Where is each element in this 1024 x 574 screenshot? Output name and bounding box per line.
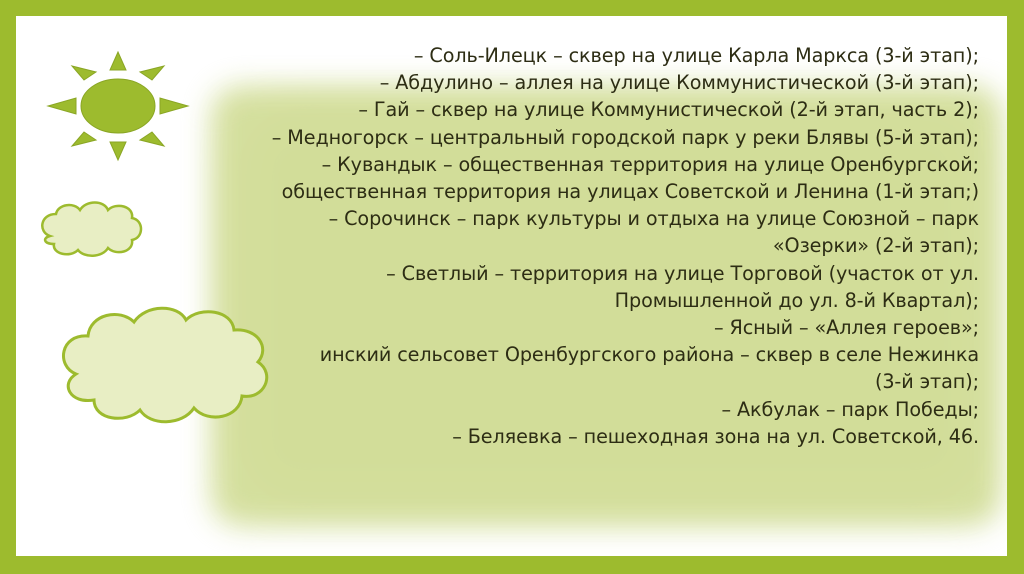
- list-line: инский сельсовет Оренбургского района – сквер в селе Нежинка: [319, 343, 979, 367]
- list-line: Промышленной до ул. 8-й Квартал);: [614, 288, 979, 312]
- list-line: – Соль-Илецк – сквер на улице Карла Маркса (3-й этап);: [413, 44, 979, 67]
- list-line: – Абдулино – аллея на улице Коммунистической (3-й этап);: [379, 71, 979, 95]
- slide: [16, 16, 1007, 556]
- list-line: – Кувандык – общественная территория на улице Оренбургской;: [321, 152, 979, 176]
- list-line: – Акбулак – парк Победы;: [721, 397, 979, 421]
- locations-list: [79, 42, 979, 450]
- list-line: – Медногорск – центральный городской парк у реки Блявы (5-й этап);: [271, 125, 979, 149]
- list-line: «Озерки» (2-й этап);: [772, 234, 979, 258]
- list-line: (3-й этап);: [874, 370, 979, 394]
- list-line: – Беляевка – пешеходная зона на ул. Советской, 46.: [452, 424, 979, 448]
- list-line: общественная территория на улицах Советской и Ленина (1-й этап;): [281, 180, 979, 204]
- list-line: – Ясный – «Аллея героев»;: [714, 316, 979, 340]
- list-line: – Светлый – территория на улице Торговой (участок от ул.: [386, 261, 979, 285]
- list-line: – Сорочинск – парк культуры и отдыха на улице Союзной – парк: [328, 207, 979, 231]
- list-line: – Гай – сквер на улице Коммунистической (2-й этап, часть 2);: [358, 98, 979, 122]
